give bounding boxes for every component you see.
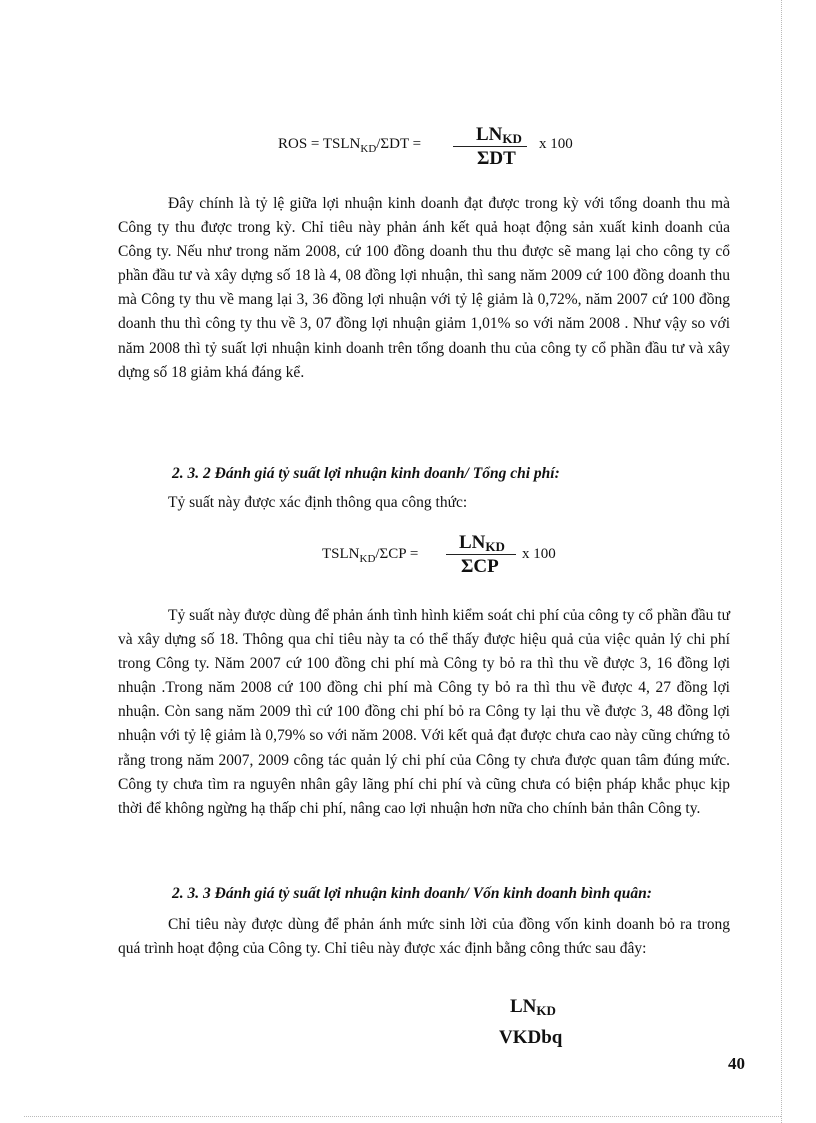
- formula-ros-numerator: [476, 124, 522, 146]
- formula-ros-lhs-rest: /ΣDT =: [376, 136, 422, 152]
- formula-cp-lhs: [322, 546, 418, 563]
- paragraph-cost-text: Tỷ suất này được dùng để phản ánh tình hình kiểm soát chi phí của công ty cổ phần đầu tư và xây dựng số 18. Thông qua chỉ tiêu này ta có thể thấy được hiệu quả của việc quản lý chi phí trong Công ty. Năm 2007 cứ 100 đồng chi phí mà Công ty bỏ ra thì thu về được 3, 16 đồng lợi nhuận .Trong năm 2008 cứ 100 đồng chi phí mà Công ty bỏ ra thì thu về được 4, 27 đồng lợi nhuận. Còn sang năm 2009 thì cứ 100 đồng chi phí bỏ ra Công ty lại thu về được 3, 48 đồng lợi nhuận với tỷ lệ giảm là 0,79% so với năm 2008. Với kết quả đạt được chưa cao này cũng chứng tỏ rằng trong năm 2007, 2009 công tác quản lý chi phí của Công ty chưa được quan tâm đúng mức. Công ty chưa tìm ra nguyên nhân gây lãng phí chi phí và cũng chưa có biện pháp khắc phục kịp thời để không ngừng hạ thấp chi phí, nâng cao lợi nhuận hơn nữa cho chính bản thân Công ty.: [118, 607, 730, 817]
- formula-cp-lhs-text: TSLN: [322, 546, 360, 562]
- formula-cp-lhs-sub: KD: [359, 553, 376, 565]
- formula-cp-numerator: [459, 532, 505, 554]
- formula-capital-numerator-sub: KD: [536, 1003, 556, 1018]
- paragraph-cost-explanation: [118, 604, 730, 821]
- formula-cp-multiplier: x 100: [522, 546, 556, 562]
- formula-ros-numerator-sub: KD: [502, 131, 522, 146]
- formula-ros-multiplier: x 100: [539, 136, 573, 152]
- formula-ros-lhs-sub: KD: [360, 143, 377, 155]
- formula-cp-denominator: ΣCP: [461, 556, 499, 577]
- formula-ros-denominator: ΣDT: [477, 148, 516, 169]
- paragraph-ros-explanation: [118, 192, 730, 385]
- formula-capital-numerator-text: LN: [510, 996, 537, 1017]
- paragraph-ros-text: Đây chính là tỷ lệ giữa lợi nhuận kinh doanh đạt được trong kỳ với tổng doanh thu mà Công ty thu được trong kỳ. Chỉ tiêu này phản ánh kết quả hoạt động sản xuất kinh doanh của Công ty. Nếu như trong năm 2008, cứ 100 đồng doanh thu thu được sẽ mang lại cho công ty cổ phần đầu tư và xây dựng số 18 là 4, 08 đồng lợi nhuận, thì sang năm 2009 cứ 100 đồng doanh thu mà Công ty thu về mang lại 3, 36 đồng lợi nhuận với tỷ lệ giảm là 0,72%, năm 2007 cứ 100 đồng doanh thu thì công ty thu về 3, 07 đồng lợi nhuận giảm 1,01% so với năm 2008 . Như vậy so với năm 2008 thì tỷ suất lợi nhuận kinh doanh trên tổng doanh thu của công ty cổ phần đầu tư và xây dựng số 18 giảm khá đáng kể.: [118, 195, 730, 381]
- page-border-bottom: [24, 1116, 781, 1117]
- formula-ros-numerator-text: LN: [476, 124, 503, 145]
- page-border-right: [781, 0, 782, 1123]
- formula-ros-fraction-line: [453, 146, 527, 147]
- page-number: 40: [728, 1054, 745, 1073]
- formula-ros-lhs: [278, 136, 421, 153]
- formula-capital-denominator: VKDbq: [499, 1027, 563, 1048]
- formula-intro-line: Tỷ suất này được xác định thông qua công thức:: [168, 494, 468, 511]
- formula-ros-lhs-text: ROS = TSLN: [278, 136, 361, 152]
- formula-cp-lhs-rest: /ΣCP =: [375, 546, 419, 562]
- paragraph-capital-explanation: [118, 913, 730, 961]
- formula-cp-numerator-sub: KD: [485, 539, 505, 554]
- section-heading-2-3-2: 2. 3. 2 Đánh giá tỷ suất lợi nhuận kinh doanh/ Tổng chi phí:: [172, 465, 560, 482]
- paragraph-capital-text: Chỉ tiêu này được dùng để phản ánh mức sinh lời của đồng vốn kinh doanh bỏ ra trong quá trình hoạt động của Công ty. Chỉ tiêu này được xác định bằng công thức sau đây:: [118, 916, 730, 958]
- formula-capital-numerator: [510, 996, 556, 1018]
- formula-cp-fraction-line: [446, 554, 516, 555]
- section-heading-2-3-3: 2. 3. 3 Đánh giá tỷ suất lợi nhuận kinh doanh/ Vốn kinh doanh bình quân:: [172, 885, 652, 902]
- formula-cp-numerator-text: LN: [459, 532, 486, 553]
